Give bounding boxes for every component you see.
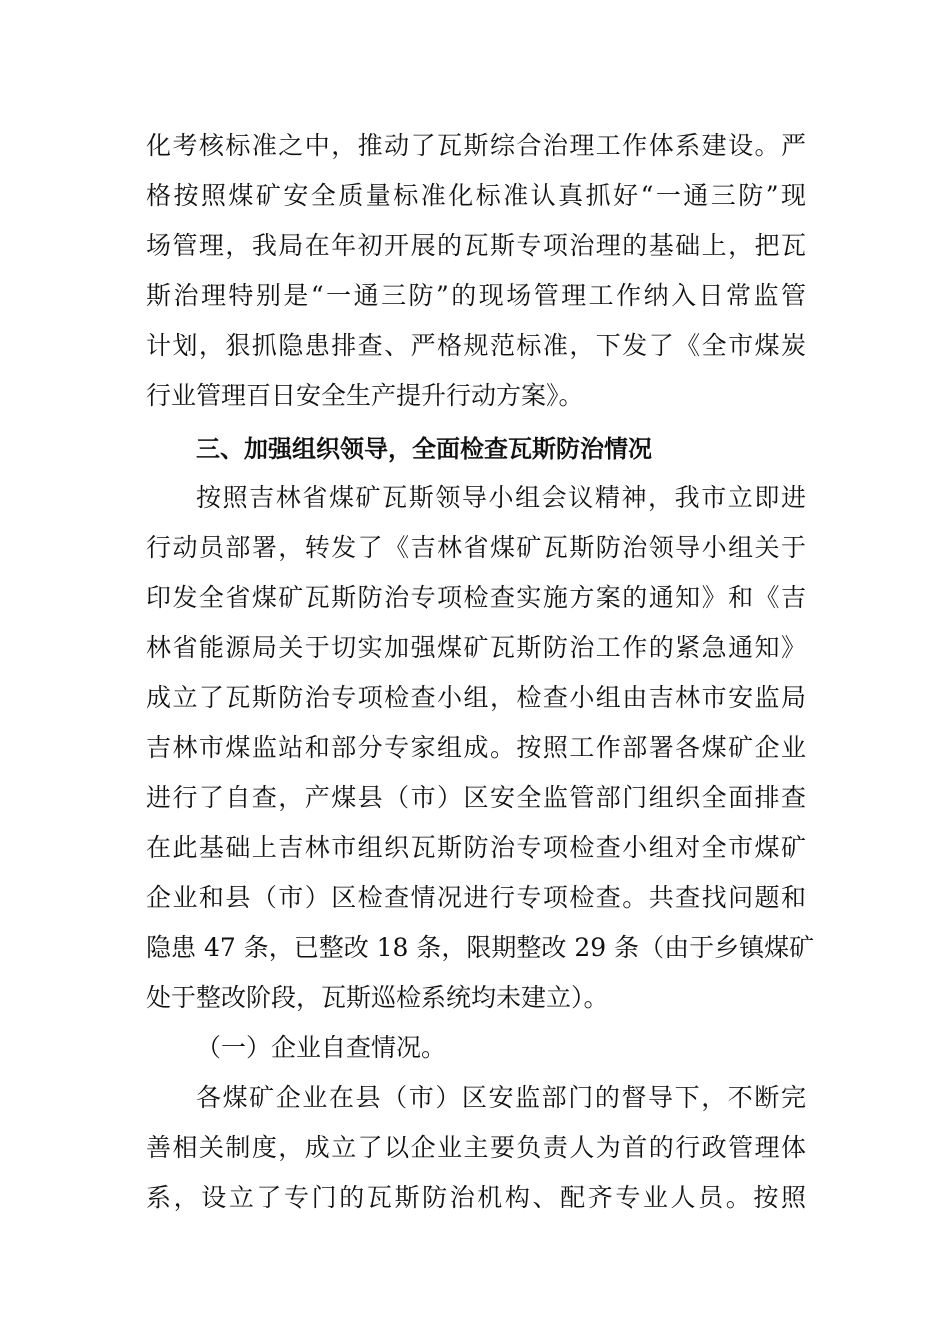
paragraph-line: 成立了瓦斯防治专项检查小组，检查小组由吉林市安监局 (146, 683, 806, 712)
paragraph-line: 化考核标准之中，推动了瓦斯综合治理工作体系建设。严 (146, 131, 806, 160)
paragraph-line: 行业管理百日安全生产提升行动方案》。 (146, 381, 584, 410)
subsection-heading: （一）企业自查情况。 (196, 1033, 447, 1062)
paragraph-line: 隐患 47 条，已整改 18 条，限期整改 29 条（由于乡镇煤矿 (146, 933, 815, 962)
paragraph-line: 善相关制度，成立了以企业主要负责人为首的行政管理体 (146, 1133, 806, 1162)
paragraph-line: 处于整改阶段，瓦斯巡检系统均未建立）。 (146, 983, 609, 1012)
section-heading: 三、加强组织领导，全面检查瓦斯防治情况 (196, 435, 652, 463)
paragraph-line: 林省能源局关于切实加强煤矿瓦斯防治工作的紧急通知》 (146, 633, 806, 662)
paragraph-line: 斯治理特别是“一通三防”的现场管理工作纳入日常监管 (146, 281, 806, 310)
paragraph-line: 格按照煤矿安全质量标准化标准认真抓好“一通三防”现 (146, 181, 806, 210)
paragraph-line: 场管理，我局在年初开展的瓦斯专项治理的基础上，把瓦 (146, 231, 806, 260)
paragraph-line: 计划，狠抓隐患排查、严格规范标准，下发了《全市煤炭 (146, 331, 806, 360)
paragraph-line: 在此基础上吉林市组织瓦斯防治专项检查小组对全市煤矿 (146, 833, 806, 862)
paragraph-line: 系，设立了专门的瓦斯防治机构、配齐专业人员。按照 (146, 1183, 806, 1212)
paragraph-line: 进行了自查，产煤县（市）区安全监管部门组织全面排查 (146, 783, 806, 812)
paragraph-line: 按照吉林省煤矿瓦斯领导小组会议精神，我市立即进 (196, 483, 806, 512)
paragraph-line: 行动员部署，转发了《吉林省煤矿瓦斯防治领导小组关于 (146, 533, 806, 562)
paragraph-line: 印发全省煤矿瓦斯防治专项检查实施方案的通知》和《吉 (146, 583, 806, 612)
paragraph-line: 各煤矿企业在县（市）区安监部门的督导下，不断完 (196, 1083, 806, 1112)
paragraph-line: 吉林市煤监站和部分专家组成。按照工作部署各煤矿企业 (146, 733, 806, 762)
paragraph-line: 企业和县（市）区检查情况进行专项检查。共查找问题和 (146, 883, 806, 912)
